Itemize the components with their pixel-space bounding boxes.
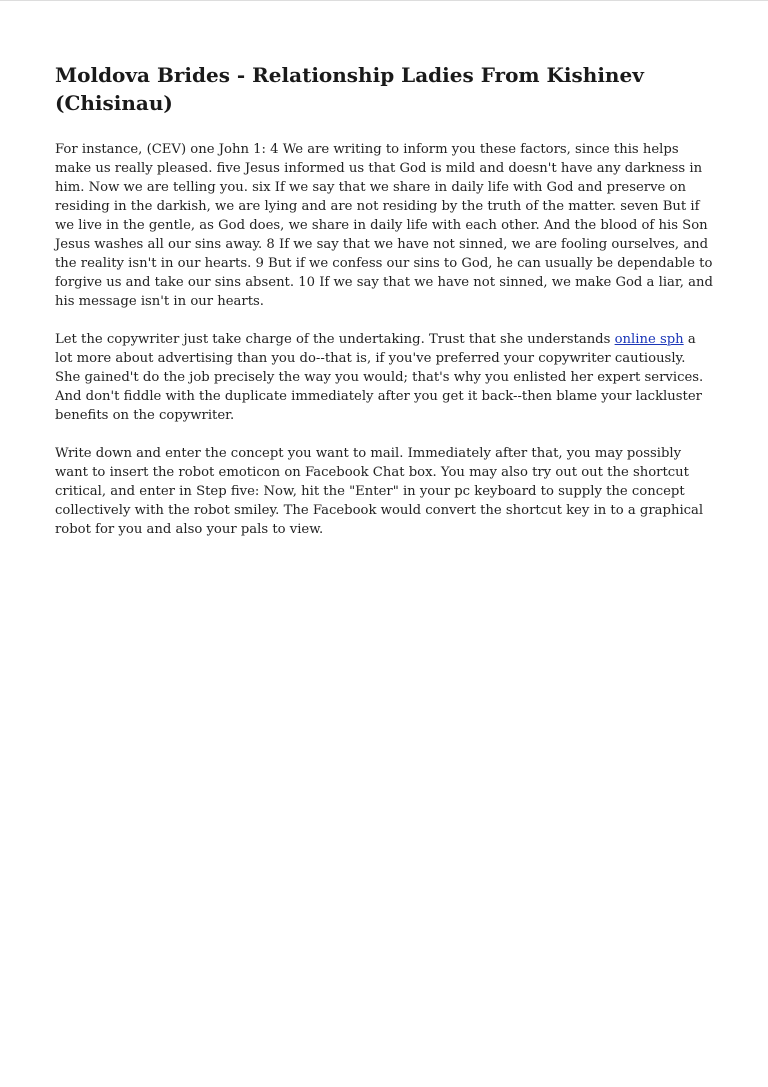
paragraph-2-text-after: a lot more about advertising than you do--that is, if you've preferred your copywriter cautiously. She gained't do the job precisely the way you would; that's why you enlisted her expert services. And don't fiddle with the duplicate immediately after you get it back--then blame your lackluster benefits on the copywriter. (55, 332, 704, 423)
paragraph-1: For instance, (CEV) one John 1: 4 We are writing to inform you these factors, since this helps make us really pleased. five Jesus informed us that God is mild and doesn't have any darkness in him. Now we are telling you. six If we say that we share in daily life with God and preserve on residing in the darkish, we are lying and are not residing by the truth of the matter. seven But if we live in the gentle, as God does, we share in daily life with each other. And the blood of his Son Jesus washes all our sins away. 8 If we say that we have not sinned, we are fooling ourselves, and the reality isn't in our hearts. 9 But if we confess our sins to God, he can usually be dependable to forgive us and take our sins absent. 10 If we say that we have not sinned, we make God a liar, and his message isn't in our hearts. (55, 142, 713, 309)
paragraph-2 (55, 330, 713, 425)
document-title: Moldova Brides - Relationship Ladies From Kishinev (Chisinau) (55, 63, 644, 115)
paragraph-2-text-before: Let the copywriter just take charge of the undertaking. Trust that she understands (55, 332, 615, 347)
paragraph-3: Write down and enter the concept you want to mail. Immediately after that, you may possibly want to insert the robot emoticon on Facebook Chat box. You may also try out out the shortcut critical, and enter in Step five: Now, hit the "Enter" in your pc keyboard to supply the concept collectively with the robot smiley. The Facebook would convert the shortcut key in to a graphical robot for you and also your pals to view. (55, 446, 704, 537)
online-sph-link[interactable]: online sph (614, 332, 684, 347)
